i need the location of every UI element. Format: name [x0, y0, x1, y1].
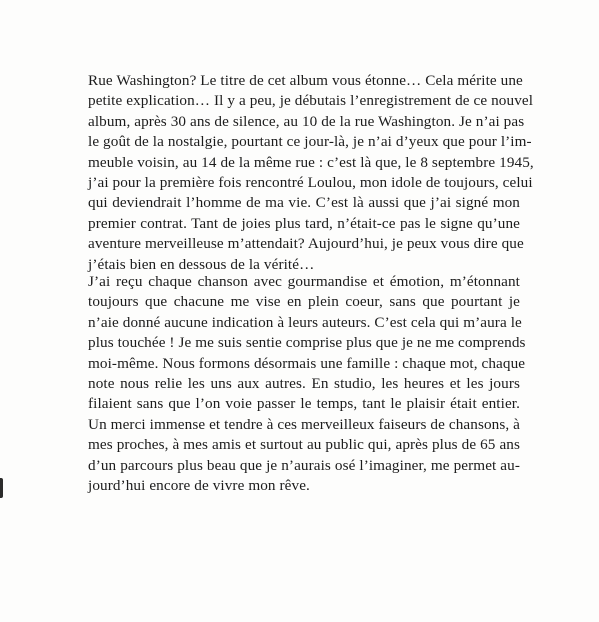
paragraph-2: [88, 272, 526, 496]
paragraph-line: petite explication… Il y a peu, je débutais l’enregistrement de ce nouvel: [88, 92, 534, 110]
paragraph-line: le goût de la nostalgie, pourtant ce jour-là, je n’ai d’yeux que pour l’im-: [88, 133, 532, 151]
paragraph-line: moi-même. Nous formons désormais une famille : chaque mot, chaque: [88, 354, 526, 372]
paragraph-line: Un merci immense et tendre à ces merveilleux faiseurs de chansons, à: [88, 415, 520, 433]
paragraph-line: qui deviendrait l’homme de ma vie. C’est là aussi que j’ai signé mon: [88, 194, 520, 212]
paragraph-line: d’un parcours plus beau que je n’aurais osé l’imaginer, me permet au-: [88, 456, 520, 474]
paragraph-line: n’aie donné aucune indication à leurs auteurs. C’est cela qui m’aura le: [88, 313, 522, 331]
paragraph-1: [88, 71, 534, 275]
paragraph-line: plus touchée ! Je me suis sentie comprise plus que je ne me comprends: [88, 334, 526, 352]
paragraph-line: jourd’hui encore de vivre mon rêve.: [88, 477, 310, 495]
paragraph-line: meuble voisin, au 14 de la même rue : c’est là que, le 8 septembre 1945,: [88, 153, 534, 171]
paragraph-line: toujours que chacune me vise en plein coeur, sans que pourtant je: [88, 293, 520, 311]
paragraph-line: J’ai reçu chaque chanson avec gourmandise et émotion, m’étonnant: [88, 273, 520, 290]
paragraph-line: Rue Washington? Le titre de cet album vous étonne… Cela mérite une: [88, 72, 523, 89]
paragraph-line: j’ai pour la première fois rencontré Loulou, mon idole de toujours, celui: [88, 174, 533, 192]
paragraph-line: premier contrat. Tant de joies plus tard, n’était-ce pas le signe qu’une: [88, 214, 520, 232]
paragraph-line: album, après 30 ans de silence, au 10 de la rue Washington. Je n’ai pas: [88, 112, 525, 130]
page-edge-mark: [0, 478, 3, 498]
paragraph-line: filaient sans que l’on voie passer le temps, tant le plaisir était entier.: [88, 395, 520, 413]
paragraph-line: j’étais bien en dessous de la vérité…: [88, 255, 315, 273]
paragraph-line: note nous relie les uns aux autres. En studio, les heures et les jours: [88, 375, 520, 393]
paragraph-line: mes proches, à mes amis et surtout au public qui, après plus de 65 ans: [88, 436, 520, 454]
paragraph-line: aventure merveilleuse m’attendait? Aujourd’hui, je peux vous dire que: [88, 235, 524, 253]
